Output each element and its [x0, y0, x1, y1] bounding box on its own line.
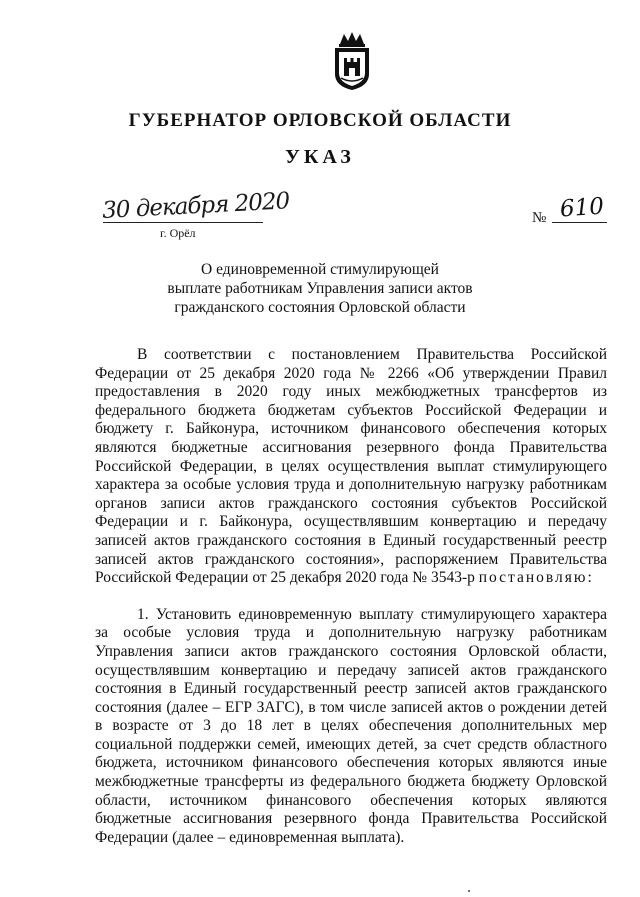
scan-speck — [468, 890, 470, 892]
issuer-title: ГУБЕРНАТОР ОРЛОВСКОЙ ОБЛАСТИ — [128, 110, 512, 131]
handwritten-number: 610 — [559, 193, 605, 223]
subject-line: выплате работникам Управления записи актов — [167, 280, 473, 297]
handwritten-date: 30 декабря 2020 — [101, 188, 290, 224]
subject-line: гражданского состояния Орловской области — [174, 299, 466, 316]
number-underline — [552, 222, 607, 223]
item-1-paragraph: 1. Установить единовременную выплату стимулирующего характера за особые условия труда и дополнительную нагрузку работникам Управления записи актов гражданского состояния Орловской области, осуществлявшим конвертацию и передачу записей актов гражданского состояния в Единый государственный реестр записей актов гражданского состояния (далее – ЕГР ЗАГС), в том числе записей актов о рождении детей в возрасте от 3 до 18 лет в целях обеспечения дополнительных мер социальной поддержки семей, имеющих детей, за счет средств областного бюджета, источником финансового обеспечения которых являются иные межбюджетные трансферты из федерального бюджета бюджету Орловской области, источником финансового обеспечения которых являются бюджетные ассигнования резервного фонда Правительства Российской Федерации (далее – единовременная выплата). — [95, 605, 607, 846]
preamble-paragraph — [95, 346, 607, 588]
city-label: г. Орёл — [160, 226, 196, 240]
document-type: УКАЗ — [285, 146, 355, 168]
document-body — [95, 346, 607, 847]
date-underline — [103, 222, 263, 223]
coat-of-arms-emblem — [330, 30, 374, 92]
decree-keyword: постановляю: — [478, 569, 594, 587]
subject-line: О единовременной стимулирующей — [201, 261, 439, 278]
document-subject — [0, 260, 640, 317]
number-label: № — [532, 210, 547, 226]
preamble-text: В соответствии с постановлением Правительства Российской Федерации от 25 декабря 2020 года № 2266 «Об утверждении Правил предоставления в 2020 году иных межбюджетных трансфертов из федерального бюджета бюджетам субъектов Российской Федерации и бюджету г. Байконура, источником финансового обеспечения которых являются бюджетные ассигнования резервного фонда Правительства Российской Федерации, в целях осуществления выплат стимулирующего характера за особые условия труда и дополнительную нагрузку работникам органов записи актов гражданского состояния субъектов Российской Федерации и г. Байконура, осуществлявшим конвертацию и передачу записей актов гражданского состояния в Единый государственный реестр записей актов гражданского состояния», распоряжением Правительства Российской Федерации от 25 декабря 2020 года № 3543-р — [95, 346, 607, 587]
